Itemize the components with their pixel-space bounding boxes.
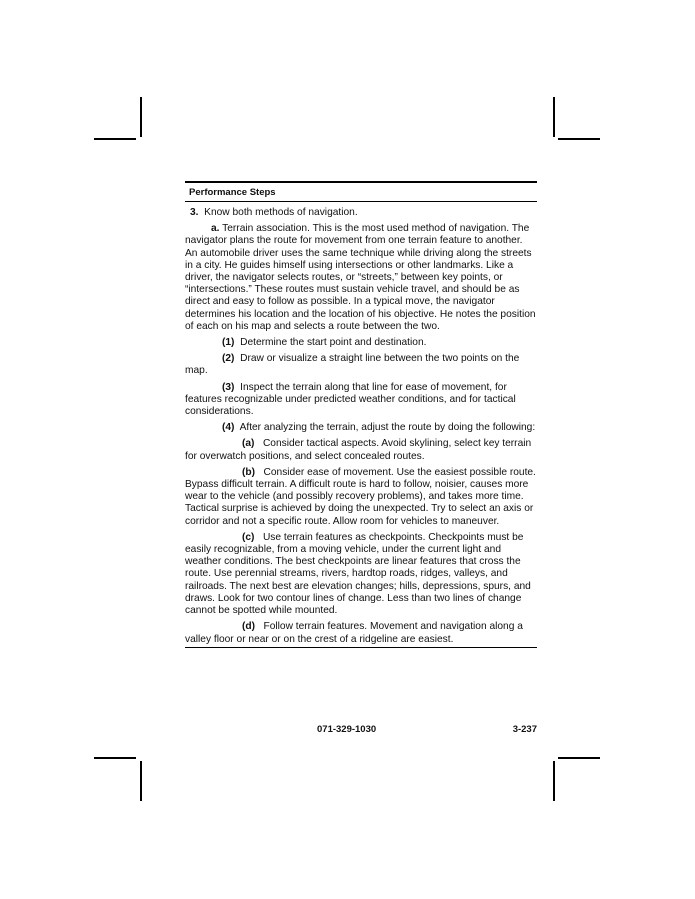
page-footer [185,724,537,738]
crop-mark-top-left-vertical [140,97,142,137]
item-label: (1) [222,337,235,349]
subitem-label: (c) [242,531,255,543]
step-text: Know both methods of navigation. [204,207,358,218]
document-number: 071-329-1030 [317,724,377,735]
item-text: Inspect the terrain along that line for ease of movement, for features recognizable under predicted weather conditions, and for tactical considerations. [185,381,516,418]
subitem-a [185,438,537,462]
bottom-rule [185,647,537,649]
item-3 [185,382,537,419]
item-text: Determine the start point and destination. [240,337,427,349]
subitem-label: (a) [242,438,255,450]
item-4 [185,422,537,434]
section-title: Performance Steps [189,187,276,198]
top-rule [185,181,537,183]
page-number: 3-237 [512,724,537,735]
subitem-b [185,467,537,528]
paragraph-a-text: Terrain association. This is the most used method of navigation. The navigator plans the route for movement from one terrain feature to another. An automobile driver uses the same technique while driving along the streets in a city. He guides himself using intersections or other landmarks. Like a driver, the navigator selects routes, or “streets,” between key points, or “intersections.” These routes must sustain vehicle travel, and should be as direct and easy to follow as possible. In a typical move, the navigator determines his location and the location of his objective. He notes the position of each on his map and selects a route between the two. [185,223,536,332]
item-text: After analyzing the terrain, adjust the route by doing the following: [239,422,536,434]
item-label: (2) [222,353,235,365]
subitem-label: (d) [242,621,256,633]
item-1 [185,337,537,349]
crop-mark-bottom-right-vertical [553,761,555,801]
subitem-d [185,621,537,645]
crop-mark-bottom-left-vertical [140,761,142,801]
paragraph-a [185,223,537,333]
crop-mark-top-right-vertical [553,97,555,137]
item-label: (3) [222,381,235,393]
subitem-text: Use terrain features as checkpoints. Checkpoints must be easily recognizable, from a moving vehicle, under the current light and weather conditions. The best checkpoints are linear features that cross the route. Use perennial streams, rivers, hardtop roads, ridges, valleys, and railroads. The next best are elevation changes; hills, depressions, spurs, and draws. Look for two contour lines of change. Less than two lines of change cannot be spotted while mounted. [185,531,531,617]
item-2 [185,353,537,377]
page-content [185,181,537,648]
subitem-text: Follow terrain features. Movement and navigation along a valley floor or near or on the crest of a ridgeline are easiest. [185,621,523,645]
subitem-text: Consider tactical aspects. Avoid skylining, select key terrain for overwatch positions, and select concealed routes. [185,438,532,462]
crop-mark-bottom-left-horizontal [94,757,136,759]
item-text: Draw or visualize a straight line between the two points on the map. [185,353,520,377]
subitem-text: Consider ease of movement. Use the easiest possible route. Bypass difficult terrain. A difficult route is hard to follow, noisier, causes more wear to the vehicle (and possibly recovery problems), and takes more time. Tactical surprise is achieved by doing the unexpected. Try to select an axis or corridor and not a specific route. Allow room for vehicles to maneuver. [185,466,536,527]
crop-mark-bottom-right-horizontal [558,757,600,759]
crop-mark-top-right-horizontal [558,138,600,140]
header-rule [185,201,537,202]
item-label: (4) [222,422,235,434]
subitem-label: (b) [242,466,256,478]
subitem-c [185,532,537,617]
paragraph-a-label: a. [211,223,220,235]
step-3 [190,207,537,219]
crop-mark-top-left-horizontal [94,138,136,140]
step-number: 3. [190,207,199,218]
